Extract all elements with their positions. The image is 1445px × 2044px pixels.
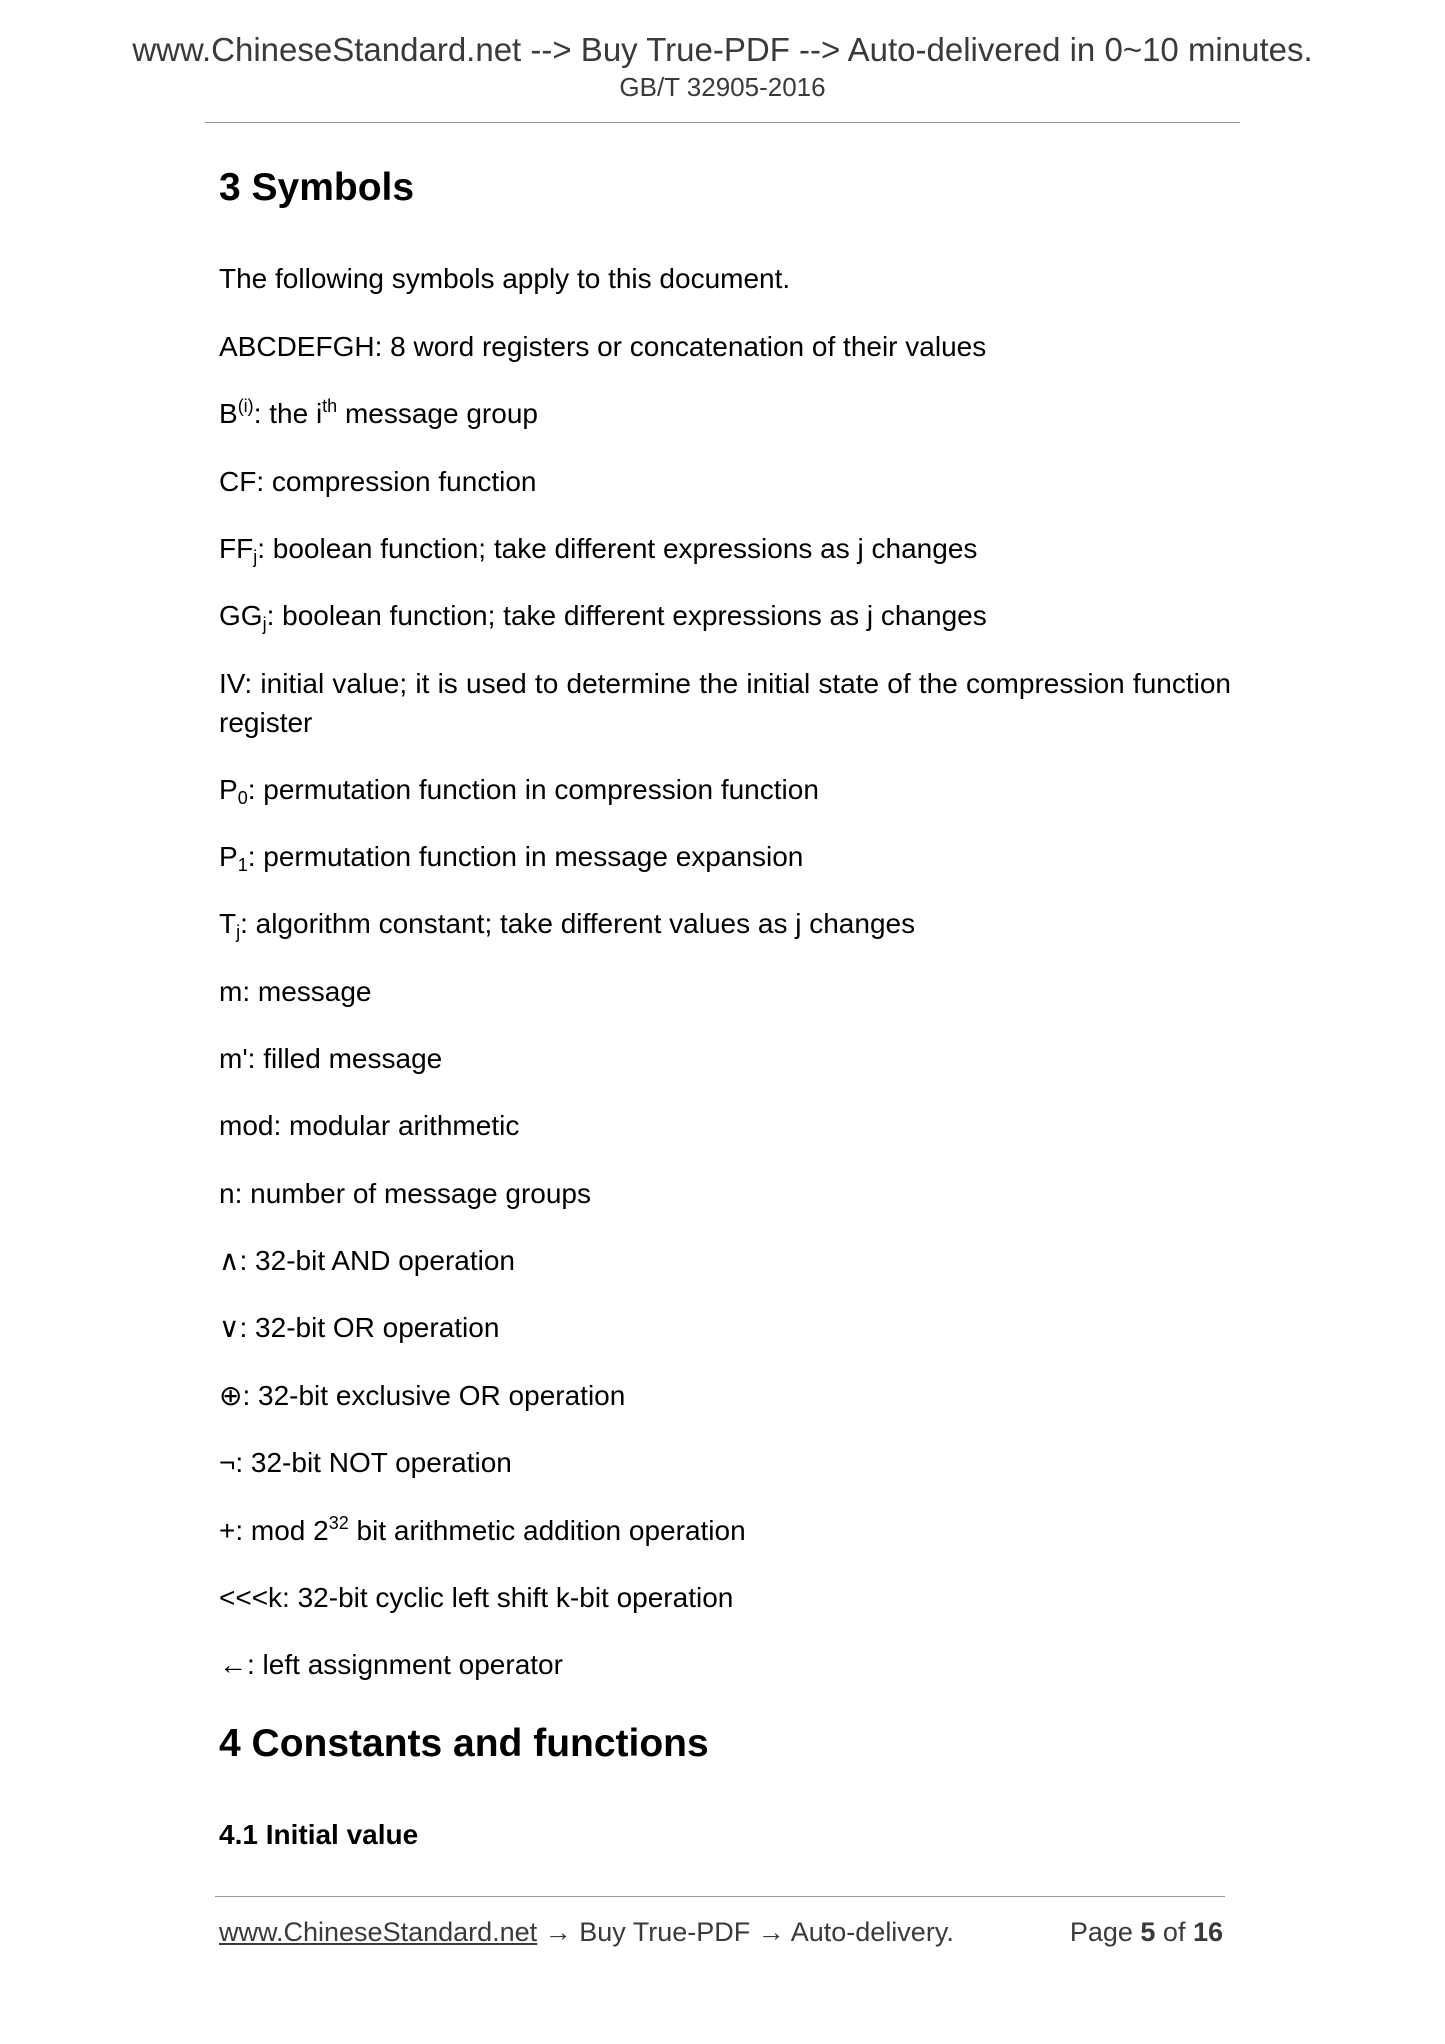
symbol-p1-tail: : permutation function in message expansion <box>247 841 804 872</box>
symbol-not: ¬: 32-bit NOT operation <box>219 1447 512 1478</box>
symbol-t-base: T <box>219 908 237 939</box>
symbol-gg-base: GG <box>219 600 263 631</box>
symbol-n: n: number of message groups <box>219 1178 591 1209</box>
symbol-shift: <<<k: 32-bit cyclic left shift k-bit operation <box>219 1582 734 1613</box>
symbol-gg-tail: : boolean function; take different expressions as j changes <box>266 600 987 631</box>
symbol-b-sup: (i) <box>237 396 254 416</box>
page-label: Page <box>1069 1917 1141 1947</box>
page-number: 5 <box>1140 1917 1156 1947</box>
symbol-add-base: +: mod 2 <box>219 1515 329 1546</box>
section-4-heading: 4 Constants and functions <box>219 1722 709 1765</box>
symbol-xor: ⊕: 32-bit exclusive OR operation <box>219 1380 626 1411</box>
page-indicator <box>1070 1916 1223 1948</box>
header-divider <box>205 122 1240 123</box>
footer-tagline: → Buy True-PDF → Auto-delivery. <box>537 1917 954 1947</box>
symbol-ff-base: FF <box>219 533 254 564</box>
symbol-gg <box>219 596 1231 635</box>
symbol-add-sup: 32 <box>328 1513 349 1533</box>
symbol-ff-sub: j <box>253 547 258 567</box>
symbol-m-prime: m': filled message <box>219 1043 443 1074</box>
symbol-p1-base: P <box>219 841 238 872</box>
symbol-cf: CF: compression function <box>219 466 537 497</box>
symbol-p0-base: P <box>219 774 238 805</box>
symbol-p1 <box>219 837 1231 876</box>
symbol-m: m: message <box>219 976 372 1007</box>
footer-site-link[interactable]: www.ChineseStandard.net <box>219 1917 538 1947</box>
page-total: 16 <box>1192 1917 1223 1947</box>
symbol-b-mid: : the i <box>253 398 323 429</box>
symbols-intro: The following symbols apply to this document. <box>219 263 791 294</box>
document-code: GB/T 32905-2016 <box>619 72 826 102</box>
symbol-p0-tail: : permutation function in compression function <box>247 774 819 805</box>
symbol-ff <box>219 529 1231 568</box>
symbol-b <box>219 394 1231 433</box>
section-3-heading: 3 Symbols <box>219 166 415 209</box>
symbol-mod: mod: modular arithmetic <box>219 1110 520 1141</box>
symbol-t-tail: : algorithm constant; take different values as j changes <box>240 908 916 939</box>
symbol-t-sub: j <box>236 922 241 942</box>
section-4-1-heading: 4.1 Initial value <box>219 1819 419 1850</box>
symbol-abcdefgh: ABCDEFGH: 8 word registers or concatenation of their values <box>219 331 987 362</box>
symbol-p1-sub: 1 <box>237 855 248 875</box>
symbol-p0-sub: 0 <box>237 788 248 808</box>
symbol-assign: ←: left assignment operator <box>219 1649 563 1680</box>
symbol-gg-sub: j <box>262 614 267 634</box>
footer-left <box>219 1916 954 1948</box>
symbol-or: ∨: 32-bit OR operation <box>219 1312 500 1343</box>
symbol-b-sup2: th <box>322 396 338 416</box>
footer-divider <box>215 1896 1225 1897</box>
page-of-label: of <box>1155 1917 1193 1947</box>
symbol-ff-tail: : boolean function; take different expressions as j changes <box>257 533 978 564</box>
symbol-and: ∧: 32-bit AND operation <box>219 1245 515 1276</box>
symbol-t <box>219 904 1231 943</box>
symbol-add-tail: bit arithmetic addition operation <box>348 1515 746 1546</box>
symbol-b-tail: message group <box>337 398 538 429</box>
symbol-iv: IV: initial value; it is used to determine the initial state of the compression function register <box>219 668 1231 738</box>
symbol-add <box>219 1511 1231 1550</box>
header-banner: www.ChineseStandard.net --> Buy True-PDF --> Auto-delivered in 0~10 minutes. <box>132 31 1313 68</box>
symbol-p0 <box>219 770 1231 809</box>
symbol-b-base: B <box>219 398 238 429</box>
